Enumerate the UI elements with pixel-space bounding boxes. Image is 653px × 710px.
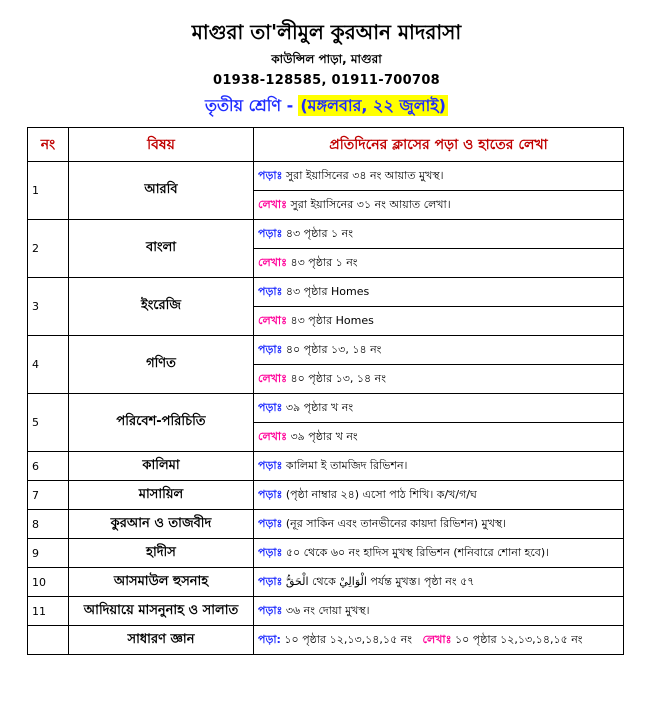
write-text: ৩৯ পৃষ্ঠার খ নং <box>290 429 358 443</box>
read-cell <box>254 336 624 365</box>
row-number: 1 <box>28 162 69 220</box>
write-text: ৪০ পৃষ্ঠার ১৩, ১৪ নং <box>290 371 386 385</box>
row-number: 7 <box>28 481 69 510</box>
row-subject: কালিমা <box>69 452 254 481</box>
write-text: ৪৩ পৃষ্ঠার ১ নং <box>290 255 358 269</box>
read-label: পড়াঃ <box>258 400 283 414</box>
date-label: (মঙ্গলবার, ২২ জুলাই) <box>300 96 446 115</box>
write-label: লেখাঃ <box>422 632 452 646</box>
write-label: লেখাঃ <box>258 371 287 385</box>
table-header-row <box>28 128 624 162</box>
read-label: পড়াঃ <box>258 487 283 501</box>
read-cell <box>254 162 624 191</box>
row-subject: সাধারণ জ্ঞান <box>69 626 254 655</box>
row-number: 5 <box>28 394 69 452</box>
table-row <box>28 481 624 510</box>
read-write-cell <box>254 626 624 655</box>
row-number: 9 <box>28 539 69 568</box>
write-label: লেখাঃ <box>258 429 287 443</box>
write-text: ৪৩ পৃষ্ঠার Homes <box>290 313 374 327</box>
read-text: (নূর সাকিন এবং তানভীনের কায়দা রিভিশন) মুখস্থ। <box>285 516 507 530</box>
class-date-line <box>0 93 653 119</box>
row-subject: মাসায়িল <box>69 481 254 510</box>
contact-phones: 01938-128585, 01911-700708 <box>212 73 441 88</box>
write-label: লেখাঃ <box>258 313 287 327</box>
read-cell <box>254 597 624 626</box>
read-cell <box>254 278 624 307</box>
read-label: পড়াঃ <box>258 574 283 588</box>
read-text: ৪৩ পৃষ্ঠার ১ নং <box>285 226 353 240</box>
row-subject: পরিবেশ-পরিচিতি <box>69 394 254 452</box>
read-text: ৩৯ পৃষ্ঠার খ নং <box>285 400 354 414</box>
read-text: ৫০ থেকে ৬০ নং হাদিস মুখস্থ রিভিশন (শনিবারে শোনা হবে)। <box>285 545 550 559</box>
read-cell <box>254 220 624 249</box>
read-label: পড়াঃ <box>258 603 283 617</box>
col-header-subject: বিষয় <box>69 128 254 162</box>
table-row <box>28 162 624 191</box>
write-cell <box>254 191 624 220</box>
table-row <box>28 539 624 568</box>
row-subject: ইংরেজি <box>69 278 254 336</box>
row-subject: আসমাউল হুসনাহ <box>69 568 254 597</box>
write-cell <box>254 365 624 394</box>
col-header-no: নং <box>28 128 69 162</box>
read-label: পড়াঃ <box>258 342 283 356</box>
row-subject: আরবি <box>69 162 254 220</box>
read-text: ৪৩ পৃষ্ঠার Homes <box>285 284 370 298</box>
row-subject: আদিয়ায়ে মাসনুনাহ ও সালাত <box>69 597 254 626</box>
read-cell <box>254 568 624 597</box>
madrasa-title: মাগুরা তা'লীমুল কুরআন মাদরাসা <box>191 20 462 44</box>
read-label: পড়াঃ <box>258 458 283 472</box>
table-row <box>28 510 624 539</box>
table-row <box>28 626 624 655</box>
table-row <box>28 568 624 597</box>
col-header-work: প্রতিদিনের ক্লাসের পড়া ও হাতের লেখা <box>254 128 624 162</box>
table-row <box>28 220 624 249</box>
row-number <box>28 626 69 655</box>
read-text: (পৃষ্ঠা নাম্বার ২৪) এসো পাঠ শিখি। ক/খ/গ/ঘ <box>285 487 477 501</box>
write-text: ১০ পৃষ্ঠার ১২,১৩,১৪,১৫ নং <box>454 632 583 646</box>
read-label: পড়া: <box>258 632 281 646</box>
read-text: ১০ পৃষ্ঠার ১২,১৩,১৪,১৫ নং <box>284 632 412 646</box>
read-text: ৩৬ নং দোয়া মুখস্থ। <box>285 603 370 617</box>
write-cell <box>254 249 624 278</box>
class-label: তৃতীয় শ্রেণি - <box>205 96 294 115</box>
write-label: লেখাঃ <box>258 197 287 211</box>
row-subject: গণিত <box>69 336 254 394</box>
read-label: পড়াঃ <box>258 284 283 298</box>
read-cell <box>254 394 624 423</box>
row-subject: কুরআন ও তাজবীদ <box>69 510 254 539</box>
madrasa-address: কাউন্সিল পাড়া, মাগুরা <box>271 52 382 66</box>
row-number: 6 <box>28 452 69 481</box>
read-cell <box>254 481 624 510</box>
read-label: পড়াঃ <box>258 545 283 559</box>
row-number: 10 <box>28 568 69 597</box>
write-label: লেখাঃ <box>258 255 287 269</box>
read-cell <box>254 452 624 481</box>
table-row <box>28 278 624 307</box>
read-text: সুরা ইয়াসিনের ৩৪ নং আয়াত মুখস্থ। <box>285 168 444 182</box>
write-text: সুরা ইয়াসিনের ৩১ নং আয়াত লেখা। <box>290 197 451 211</box>
read-label: পড়াঃ <box>258 226 283 240</box>
read-text: কালিমা ই তামজিদ রিভিশন। <box>285 458 408 472</box>
write-cell <box>254 307 624 336</box>
table-row <box>28 597 624 626</box>
read-text: ৪০ পৃষ্ঠার ১৩, ১৪ নং <box>285 342 382 356</box>
read-cell <box>254 539 624 568</box>
row-subject: বাংলা <box>69 220 254 278</box>
row-number: 8 <box>28 510 69 539</box>
write-cell <box>254 423 624 452</box>
table-row <box>28 394 624 423</box>
row-number: 3 <box>28 278 69 336</box>
read-cell <box>254 510 624 539</box>
row-number: 11 <box>28 597 69 626</box>
row-number: 4 <box>28 336 69 394</box>
read-label: পড়াঃ <box>258 516 283 530</box>
row-subject: হাদীস <box>69 539 254 568</box>
read-text: الْحَقُّ থেকে الْوَالِيْ পর্যন্ত মুখস্ত। পৃষ্ঠা নং ৫৭ <box>285 574 475 588</box>
table-row <box>28 452 624 481</box>
homework-table <box>27 127 624 655</box>
table-row <box>28 336 624 365</box>
read-label: পড়াঃ <box>258 168 283 182</box>
row-number: 2 <box>28 220 69 278</box>
